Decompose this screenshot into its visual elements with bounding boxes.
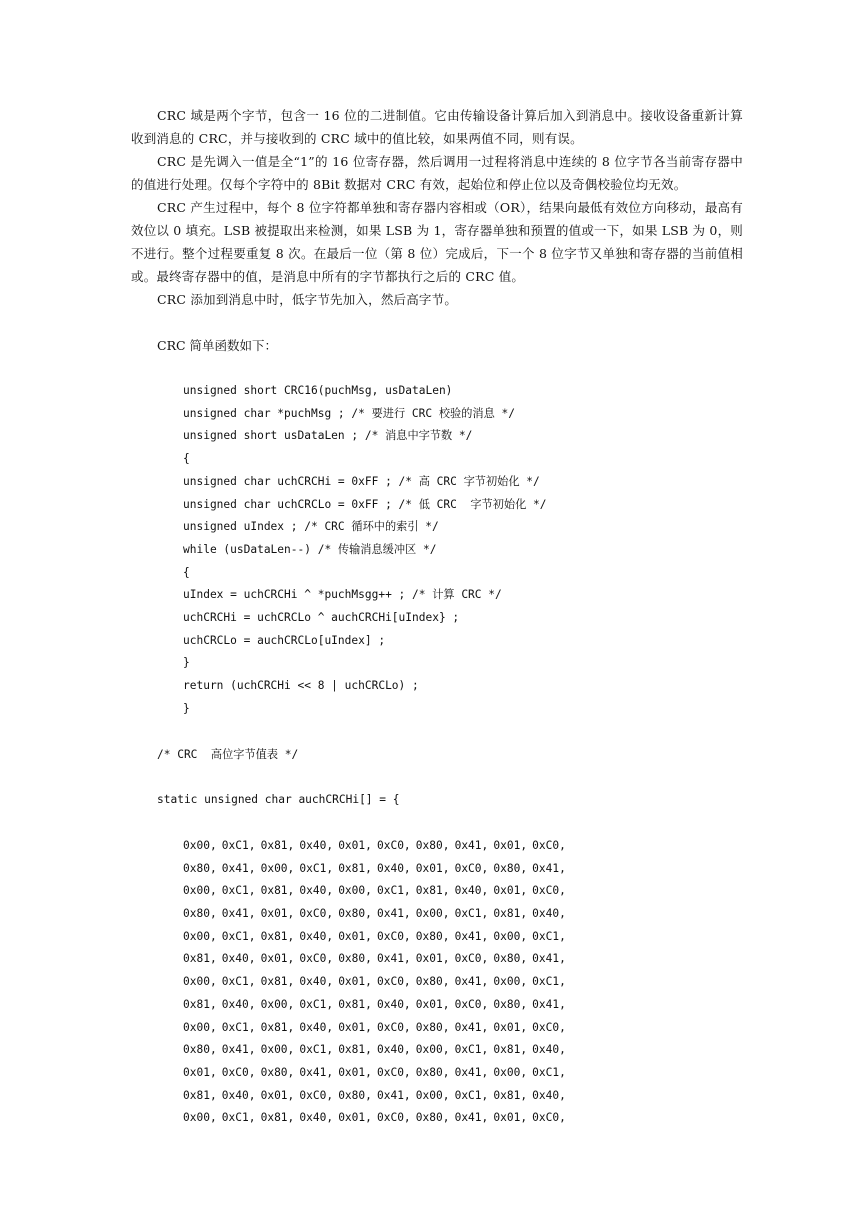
hex-value: 0x01,	[338, 929, 372, 943]
crc16-function-code	[131, 380, 743, 721]
hex-value: 0x41,	[221, 907, 256, 921]
hex-value: 0x81,	[415, 884, 450, 898]
hex-value: 0xC1,	[454, 907, 489, 921]
hex-value: 0x01,	[493, 1111, 528, 1125]
spacer	[131, 721, 743, 744]
hex-value: 0xC1,	[532, 1065, 566, 1079]
hex-value: 0x01,	[338, 1065, 372, 1079]
hex-row	[131, 1017, 743, 1040]
hex-value: 0x01,	[493, 1020, 528, 1034]
hex-value: 0x81,	[260, 975, 295, 989]
hex-value: 0x00,	[493, 975, 528, 989]
hex-row	[131, 948, 743, 971]
hex-value: 0x81,	[493, 907, 528, 921]
hex-value: 0xC0,	[299, 1088, 334, 1102]
hex-value: 0xC0,	[532, 1020, 566, 1034]
hex-row	[131, 971, 743, 994]
hex-value: 0x40,	[299, 1020, 334, 1034]
hex-row	[131, 994, 743, 1017]
hex-value: 0x41,	[299, 1065, 334, 1079]
hex-value: 0x80,	[338, 1088, 372, 1102]
code-line: {	[183, 565, 190, 579]
hex-value: 0x80,	[493, 997, 528, 1011]
hex-value: 0x81,	[260, 1020, 295, 1034]
hex-value: 0x41,	[454, 1020, 489, 1034]
hex-value: 0x00,	[260, 997, 295, 1011]
hex-row	[131, 1062, 743, 1085]
hex-value: 0x40,	[532, 1043, 566, 1057]
hex-row	[131, 903, 743, 926]
hex-value: 0x00,	[183, 1111, 217, 1125]
hex-value: 0x00,	[183, 929, 217, 943]
hex-value: 0x40,	[376, 997, 411, 1011]
code-line: uchCRCLo = auchCRCLo[uIndex] ;	[183, 633, 386, 647]
hex-value: 0x81,	[260, 929, 295, 943]
hex-value: 0xC0,	[532, 838, 566, 852]
paragraph-crc-register: CRC 是先调入一值是全“1”的 16 位寄存器，然后调用一过程将消息中连续的 8 位字节各当前寄存器中的值进行处理。仅每个字符中的 8Bit 数据对 CRC 有效，起始位和停止位以及奇偶校验位均无效。	[131, 154, 743, 192]
hex-value: 0x81,	[183, 1088, 217, 1102]
hex-value: 0x80,	[415, 838, 450, 852]
hex-value: 0x01,	[338, 1111, 372, 1125]
code-line: uIndex = uchCRCHi ^ *puchMsgg++ ; /* 计算 CRC */	[183, 588, 502, 602]
hex-value: 0x80,	[338, 952, 372, 966]
hex-value: 0xC1,	[221, 838, 256, 852]
spacer	[131, 812, 743, 835]
hex-value: 0x81,	[183, 997, 217, 1011]
hex-value: 0xC1,	[299, 1043, 334, 1057]
hex-row	[131, 1085, 743, 1108]
hex-value: 0x01,	[338, 838, 372, 852]
hex-value: 0x01,	[493, 884, 528, 898]
table-header	[131, 744, 743, 812]
hex-value: 0x41,	[454, 1111, 489, 1125]
hex-value: 0x80,	[493, 861, 528, 875]
hex-value: 0x00,	[415, 1088, 450, 1102]
code-line: unsigned char uchCRCHi = 0xFF ; /* 高 CRC 字节初始化 */	[183, 474, 540, 488]
hex-value: 0x01,	[415, 861, 450, 875]
hex-value: 0x41,	[454, 838, 489, 852]
hex-value: 0x80,	[415, 975, 450, 989]
hex-value: 0xC1,	[532, 975, 566, 989]
hex-value: 0x81,	[260, 884, 295, 898]
hex-value: 0x00,	[338, 884, 372, 898]
hex-value: 0x00,	[183, 838, 217, 852]
hex-value: 0xC0,	[532, 1111, 566, 1125]
hex-row	[131, 1107, 743, 1130]
hex-value: 0x40,	[299, 975, 334, 989]
hex-row	[131, 1039, 743, 1062]
code-line: unsigned char uchCRCLo = 0xFF ; /* 低 CRC 字节初始化 */	[183, 497, 547, 511]
hex-value: 0xC0,	[454, 952, 489, 966]
hex-value: 0x00,	[183, 975, 217, 989]
hex-value: 0xC1,	[221, 1020, 256, 1034]
hex-value: 0x80,	[338, 907, 372, 921]
hex-value: 0x01,	[338, 1020, 372, 1034]
paragraph-crc-field: CRC 域是两个字节，包含一 16 位的二进制值。它由传输设备计算后加入到消息中。接收设备重新计算收到消息的 CRC，并与接收到的 CRC 域中的值比较，如果两值不同，则有误。	[131, 108, 743, 146]
hex-value: 0xC1,	[376, 884, 411, 898]
hex-value: 0xC0,	[376, 1065, 411, 1079]
hex-value: 0x81,	[260, 1111, 295, 1125]
hex-value: 0x01,	[415, 952, 450, 966]
hex-value: 0x40,	[532, 907, 566, 921]
hex-value: 0xC1,	[221, 975, 256, 989]
hex-value: 0xC1,	[221, 1111, 256, 1125]
hex-row	[131, 835, 743, 858]
hex-value: 0x80,	[415, 1020, 450, 1034]
hex-value: 0x40,	[299, 1111, 334, 1125]
hex-value: 0x80,	[415, 1065, 450, 1079]
hex-value: 0x80,	[493, 952, 528, 966]
code-line: unsigned short usDataLen ; /* 消息中字节数 */	[183, 429, 473, 443]
hex-value: 0x81,	[260, 838, 295, 852]
hex-value: 0x00,	[493, 929, 528, 943]
hex-value: 0x81,	[493, 1043, 528, 1057]
hex-value: 0xC0,	[299, 952, 334, 966]
hex-value: 0x40,	[299, 884, 334, 898]
hex-value: 0x40,	[376, 861, 411, 875]
hex-value: 0x81,	[493, 1088, 528, 1102]
hex-value: 0x00,	[260, 1043, 295, 1057]
table-declaration: static unsigned char auchCRCHi[] = {	[157, 793, 400, 807]
function-heading: CRC 简单函数如下：	[157, 338, 278, 353]
spacer	[131, 311, 743, 334]
hex-value: 0x00,	[260, 861, 295, 875]
hex-row	[131, 880, 743, 903]
spacer	[157, 766, 743, 789]
hex-value: 0x00,	[183, 884, 217, 898]
hex-value: 0x80,	[260, 1065, 295, 1079]
code-line: }	[183, 701, 190, 715]
hex-value: 0x40,	[221, 997, 256, 1011]
hex-value: 0xC0,	[376, 1111, 411, 1125]
hex-value: 0xC0,	[299, 907, 334, 921]
hex-value: 0x81,	[183, 952, 217, 966]
hex-value: 0x40,	[221, 952, 256, 966]
hex-value: 0x40,	[221, 1088, 256, 1102]
hex-value: 0x40,	[299, 929, 334, 943]
code-line: unsigned short CRC16(puchMsg, usDataLen)	[183, 384, 453, 397]
hex-value: 0xC0,	[221, 1065, 256, 1079]
code-line: {	[183, 452, 190, 466]
hex-value: 0x41,	[376, 1088, 411, 1102]
hex-value: 0x80,	[415, 1111, 450, 1125]
document-page	[131, 104, 743, 1130]
hex-value: 0xC1,	[532, 929, 566, 943]
hex-value: 0x01,	[260, 1088, 295, 1102]
hex-value: 0xC1,	[454, 1043, 489, 1057]
code-line: return (uchCRCHi << 8 | uchCRCLo) ;	[183, 679, 419, 693]
hex-value: 0xC1,	[221, 929, 256, 943]
hex-value: 0x41,	[454, 975, 489, 989]
hex-value: 0xC1,	[299, 997, 334, 1011]
hex-value: 0x81,	[338, 861, 372, 875]
hex-value: 0x81,	[338, 997, 372, 1011]
hex-value: 0xC0,	[376, 1020, 411, 1034]
code-line: }	[183, 656, 190, 670]
hex-value: 0x41,	[532, 997, 566, 1011]
hex-value: 0x01,	[338, 975, 372, 989]
hex-value: 0x80,	[183, 907, 217, 921]
hex-value: 0x40,	[299, 838, 334, 852]
hex-value: 0x01,	[493, 838, 528, 852]
hex-value: 0x40,	[532, 1088, 566, 1102]
hex-value: 0x41,	[376, 907, 411, 921]
table-comment: /* CRC 高位字节值表 */	[157, 747, 299, 761]
hex-value: 0x41,	[532, 861, 566, 875]
hex-value: 0x41,	[221, 1043, 256, 1057]
code-line: while (usDataLen--) /* 传输消息缓冲区 */	[183, 542, 437, 556]
hex-value: 0x41,	[532, 952, 566, 966]
hex-value: 0x80,	[415, 929, 450, 943]
crc-hi-table	[131, 835, 743, 1130]
hex-value: 0x00,	[415, 907, 450, 921]
code-line: uchCRCHi = uchCRCLo ^ auchCRCHi[uIndex} ;	[183, 611, 460, 625]
hex-value: 0xC0,	[376, 838, 411, 852]
hex-value: 0xC1,	[221, 884, 256, 898]
hex-value: 0x00,	[493, 1065, 528, 1079]
code-line: unsigned char *puchMsg ; /* 要进行 CRC 校验的消息 */	[183, 406, 515, 420]
hex-value: 0x80,	[183, 1043, 217, 1057]
hex-value: 0x41,	[454, 1065, 489, 1079]
hex-value: 0x01,	[183, 1065, 217, 1079]
hex-value: 0xC1,	[454, 1088, 489, 1102]
hex-value: 0xC0,	[376, 929, 411, 943]
hex-value: 0x01,	[260, 952, 295, 966]
paragraph-crc-byte-order: CRC 添加到消息中时，低字节先加入，然后高字节。	[157, 292, 458, 307]
hex-value: 0xC0,	[454, 997, 489, 1011]
hex-value: 0x00,	[415, 1043, 450, 1057]
hex-row	[131, 926, 743, 949]
hex-value: 0xC0,	[454, 861, 489, 875]
hex-row	[131, 858, 743, 881]
hex-value: 0x80,	[183, 861, 217, 875]
hex-value: 0x01,	[260, 907, 295, 921]
hex-value: 0x00,	[183, 1020, 217, 1034]
hex-value: 0x01,	[415, 997, 450, 1011]
hex-value: 0xC1,	[299, 861, 334, 875]
hex-value: 0x81,	[338, 1043, 372, 1057]
hex-value: 0x41,	[454, 929, 489, 943]
hex-value: 0x40,	[454, 884, 489, 898]
code-line: unsigned uIndex ; /* CRC 循环中的索引 */	[183, 520, 439, 534]
hex-value: 0xC0,	[376, 975, 411, 989]
hex-value: 0xC0,	[532, 884, 566, 898]
paragraph-crc-process: CRC 产生过程中，每个 8 位字符都单独和寄存器内容相或（OR），结果向最低有效位方向移动，最高有效位以 0 填充。LSB 被提取出来检测，如果 LSB 为 1，寄存器单独和预置的值或一下，如果 LSB 为 0，则不进行。整个过程要重复 8 次。在最后一位（第 8 位）完成后，下一个 8 位字节又单独和寄存器的当前值相或。最终寄存器中的值，是消息中所有的字节都执行之后的 CRC 值。	[131, 200, 743, 284]
hex-value: 0x40,	[376, 1043, 411, 1057]
spacer	[131, 357, 743, 380]
hex-value: 0x41,	[221, 861, 256, 875]
hex-value: 0x41,	[376, 952, 411, 966]
